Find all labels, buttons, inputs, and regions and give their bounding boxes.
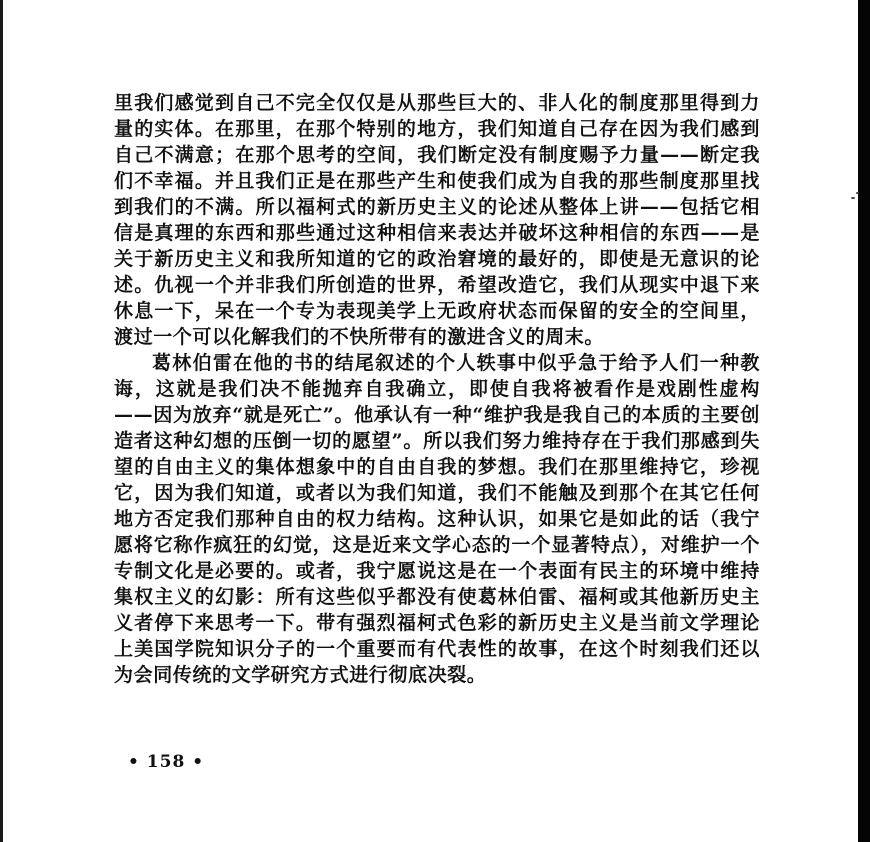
- paragraph: 葛林伯雷在他的书的结尾叙述的个人轶事中似乎急于给予人们一种教诲，这就是我们决不能抛弃自我确立，即使自我将被看作是戏剧性虚构——因为放弃“就是死亡”。他承认有一种“维护我是我自己的本质的主要创造者这种幻想的压倒一切的愿望”。所以我们努力维持存在于我们那感到失望的自由主义的集体想象中的自由自我的梦想。我们在那里维持它，珍视它，因为我们知道，或者以为我们知道，我们不能触及到那个在其它任何地方否定我们那种自由的权力结构。这种认识，如果它是如此的话（我宁愿将它称作疯狂的幻觉，这是近来文学心态的一个显著特点），对维护一个专制文化是必要的。或者，我宁愿说这是在一个表面有民主的环境中维持集权主义的幻影：所有这些似乎都没有使葛林伯雷、福柯或其他新历史主义者停下来思考一下。带有强烈福柯式色彩的新历史主义是当前文学理论上美国学院知识分子的一个重要而有代表性的故事，在这个时刻我们还以为会同传统的文学研究方式进行彻底决裂。: [114, 352, 760, 686]
- body-text: [114, 90, 760, 688]
- page-number: • 158 •: [128, 752, 205, 772]
- scan-speck: [851, 197, 855, 199]
- scan-right-edge: [858, 0, 870, 842]
- scan-left-edge: [0, 0, 3, 842]
- paragraph-continued: 里我们感觉到自己不完全仅仅是从那些巨大的、非人化的制度那里得到力量的实体。在那里，在那个特别的地方，我们知道自己存在因为我们感到自己不满意；在那个思考的空间，我们断定没有制度赐予力量——断定我们不幸福。并且我们正是在那些产生和使我们成为自我的那些制度那里找到我们的不满。所以福柯式的新历史主义的论述从整体上讲——包括它相信是真理的东西和那些通过这种相信来表达并破坏这种相信的东西——是关于新历史主义和我所知道的它的政治窘境的最好的，即使是无意识的论述。仇视一个并非我们所创造的世界，希望改造它，我们从现实中退下来休息一下，呆在一个专为表现美学上无政府状态而保留的安全的空间里，渡过一个可以化解我们的不快所带有的激进含义的周末。: [114, 92, 760, 348]
- scan-speck: [856, 192, 859, 194]
